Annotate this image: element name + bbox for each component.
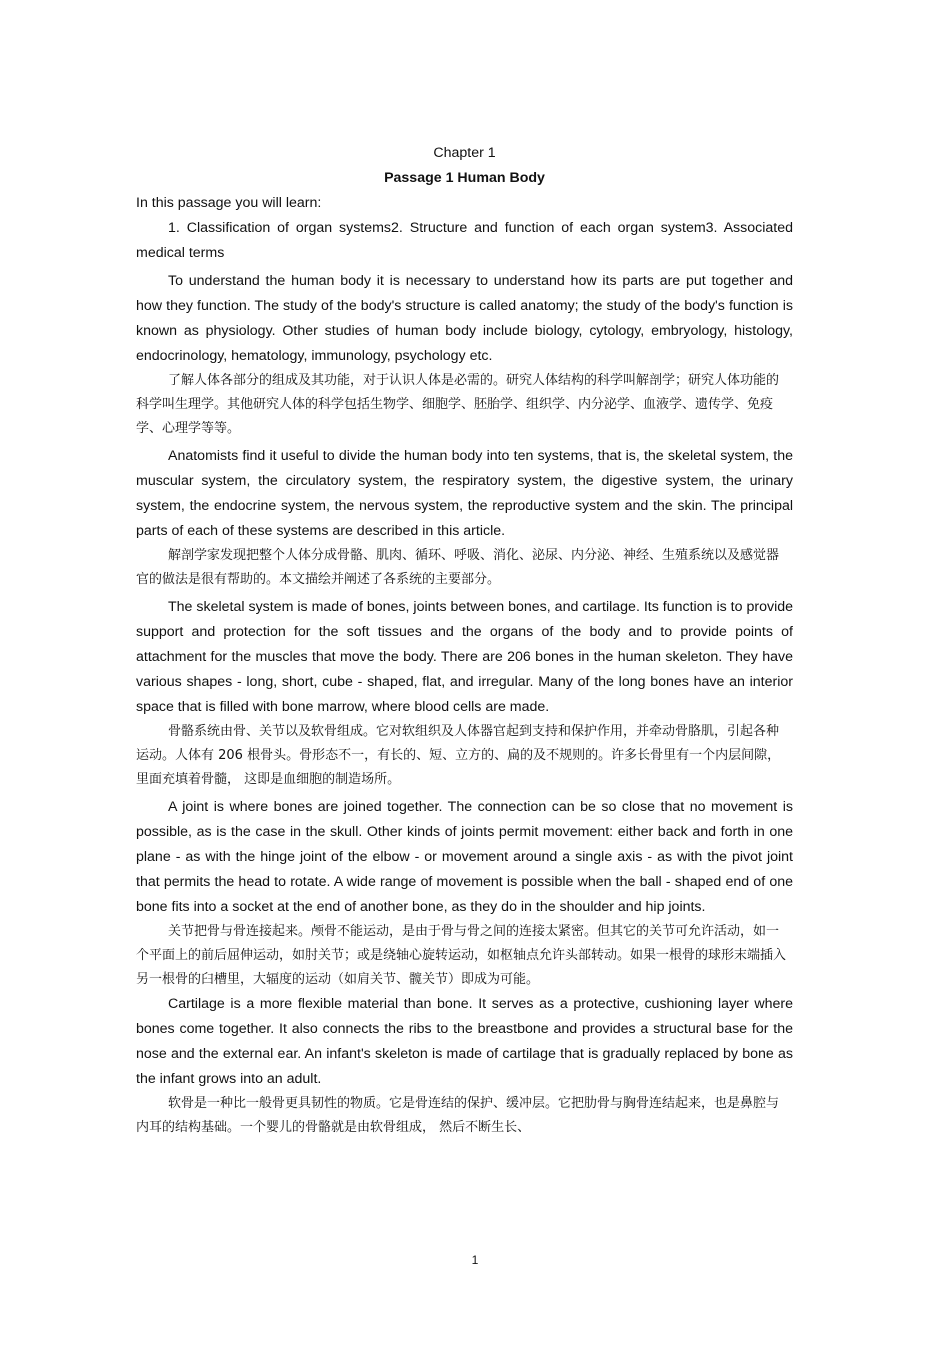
paragraph-zh-anatomy-intro: 了解人体各部分的组成及其功能，对于认识人体是必需的。研究人体结构的科学叫解剖学；研究人体功能的科学叫生理学。其他研究人体的科学包括生物学、细胞学、胚胎学、组织学、内分泌学、血液学、遗传学、免疫学、心理学等等。 — [136, 373, 780, 436]
paragraph-en-skeletal-system: The skeletal system is made of bones, joints between bones, and cartilage. Its function is to provide support and protection for the soft tissues and the organs of the body and to provide points of attachment for the muscles that move the body. There are 206 bones in the human skeleton. They have various shapes - long, short, cube - shaped, flat, and irregular. Many of the long bones have an interior space that is filled with bone marrow, where blood cells are made. — [136, 599, 793, 715]
paragraph-en-joints: A joint is where bones are joined together. The connection can be so close that no movement is possible, as is the case in the skull. Other kinds of joints permit movement: either back and forth in one plane - as with the hinge joint of the elbow - or movement around a single axis - as with the pivot joint that permits the head to rotate. A wide range of movement is possible when the ball - shaped end of one bone fits into a socket at the end of another bone, as they do in the shoulder and hip joints. — [136, 799, 793, 915]
paragraph-en-cartilage: Cartilage is a more flexible material than bone. It serves as a protective, cushioning layer where bones come together. It also connects the ribs to the breastbone and provides a structural base for the nose and the external ear. An infant's skeleton is made of cartilage that is gradually replaced by bone as the infant grows into an adult. — [136, 996, 793, 1087]
paragraph-zh-ten-systems: 解剖学家发现把整个人体分成骨骼、肌肉、循环、呼吸、消化、泌尿、内分泌、神经、生殖系统以及感觉器官的做法是很有帮助的。本文描绘并阐述了各系统的主要部分。 — [136, 548, 780, 587]
chapter-heading: Chapter 1 — [433, 145, 496, 161]
intro-line: In this passage you will learn: — [136, 195, 322, 211]
paragraph-en-anatomy-intro: To understand the human body it is necessary to understand how its parts are put together and how they function. The study of the body's structure is called anatomy; the study of the body's function is known as physiology. Other studies of human body include biology, cytology, embryology, histology, endocrinology, hematology, immunology, psychology etc. — [136, 273, 793, 364]
paragraph-zh-cartilage: 软骨是一种比一般骨更具韧性的物质。它是骨连结的保护、缓冲层。它把肋骨与胸骨连结起来，也是鼻腔与内耳的结构基础。一个婴儿的骨骼就是由软骨组成， 然后不断生长、 — [136, 1096, 780, 1135]
paragraph-zh-joints: 关节把骨与骨连接起来。颅骨不能运动，是由于骨与骨之间的连接太紧密。但其它的关节可允许活动，如一个平面上的前后屈伸运动，如肘关节；或是绕轴心旋转运动，如枢轴点允许头部转动。如果一根骨的球形末端插入另一根骨的臼槽里，大辐度的运动（如肩关节、髋关节）即成为可能。 — [136, 924, 787, 987]
learning-objectives: 1. Classification of organ systems2. Structure and function of each organ system3. Associated medical terms — [136, 220, 793, 261]
page-content — [136, 141, 793, 1140]
paragraph-zh-skeletal-system: 骨骼系统由骨、关节以及软骨组成。它对软组织及人体器官起到支持和保护作用，并牵动骨胳肌，引起各种运动。人体有 206 根骨头。骨形态不一，有长的、短、立方的、扁的及不规则的。许多长骨里有一个内层间隙，里面充填着骨髓， 这即是血细胞的制造场所。 — [136, 724, 781, 787]
passage-title: Passage 1 Human Body — [384, 170, 545, 186]
page-number: 1 — [471, 1253, 479, 1267]
paragraph-en-ten-systems: Anatomists find it useful to divide the human body into ten systems, that is, the skeletal system, the muscular system, the circulatory system, the respiratory system, the digestive system, the urinary system, the endocrine system, the nervous system, the reproductive system and the skin. The principal parts of each of these systems are described in this article. — [136, 448, 793, 539]
